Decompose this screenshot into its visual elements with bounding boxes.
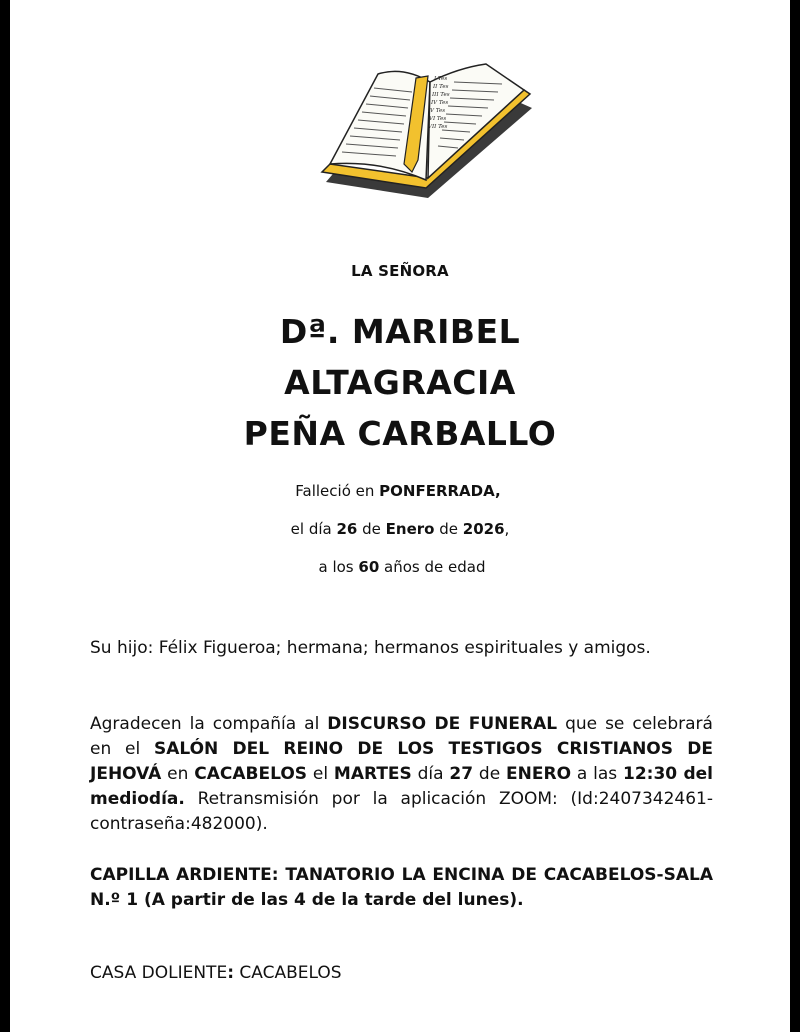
- name-line: ALTAGRACIA: [284, 363, 516, 402]
- bible-label: VI Tes: [429, 116, 447, 122]
- bible-label: II Tes: [433, 84, 449, 90]
- bible-label: I Tes: [434, 76, 448, 82]
- notice-lead: LA SEÑORA: [351, 262, 449, 280]
- service-paragraph: Agradecen la compañía al DISCURSO DE FUNERAL que se celebrará en el SALÓN DEL REINO DE LOS TESTIGOS CRISTIANOS DE JEHOVÁ en CACABELOS el MARTES día 27 de ENERO a las 12:30 del mediodía. Retransmisión por la aplicación ZOOM: (Id:2407342461- contraseña:482000).: [90, 714, 713, 834]
- bible-label: III Tes: [432, 92, 450, 98]
- house-paragraph: CASA DOLIENTE: CACABELOS: [90, 963, 342, 983]
- funeral-notice-page: [10, 0, 790, 1032]
- death-place-line: Falleció en PONFERRADA,: [295, 482, 501, 500]
- death-year: 2026: [462, 520, 505, 538]
- bible-label: V Tes: [430, 108, 446, 114]
- chapel-paragraph: CAPILLA ARDIENTE: TANATORIO LA ENCINA DE CACABELOS-SALA N.º 1 (A partir de las 4 de la tarde del lunes).: [90, 865, 713, 910]
- death-age-line: a los 60 años de edad: [318, 558, 486, 576]
- name-line: Dª. MARIBEL: [279, 312, 521, 351]
- open-bible-icon: [318, 60, 540, 212]
- bible-label: VII Tes: [428, 124, 448, 130]
- death-place: PONFERRADA,: [379, 482, 501, 500]
- death-age: 60: [358, 558, 380, 576]
- death-month: Enero: [385, 520, 435, 538]
- deceased-name: [10, 306, 790, 459]
- family-paragraph: Su hijo: Félix Figueroa; hermana; hermanos espirituales y amigos.: [90, 638, 651, 658]
- death-date-line: el día 26 de Enero de 2026,: [290, 520, 510, 538]
- death-day: 26: [336, 520, 358, 538]
- name-line: PEÑA CARBALLO: [243, 414, 557, 453]
- bible-label: IV Tes: [431, 100, 449, 106]
